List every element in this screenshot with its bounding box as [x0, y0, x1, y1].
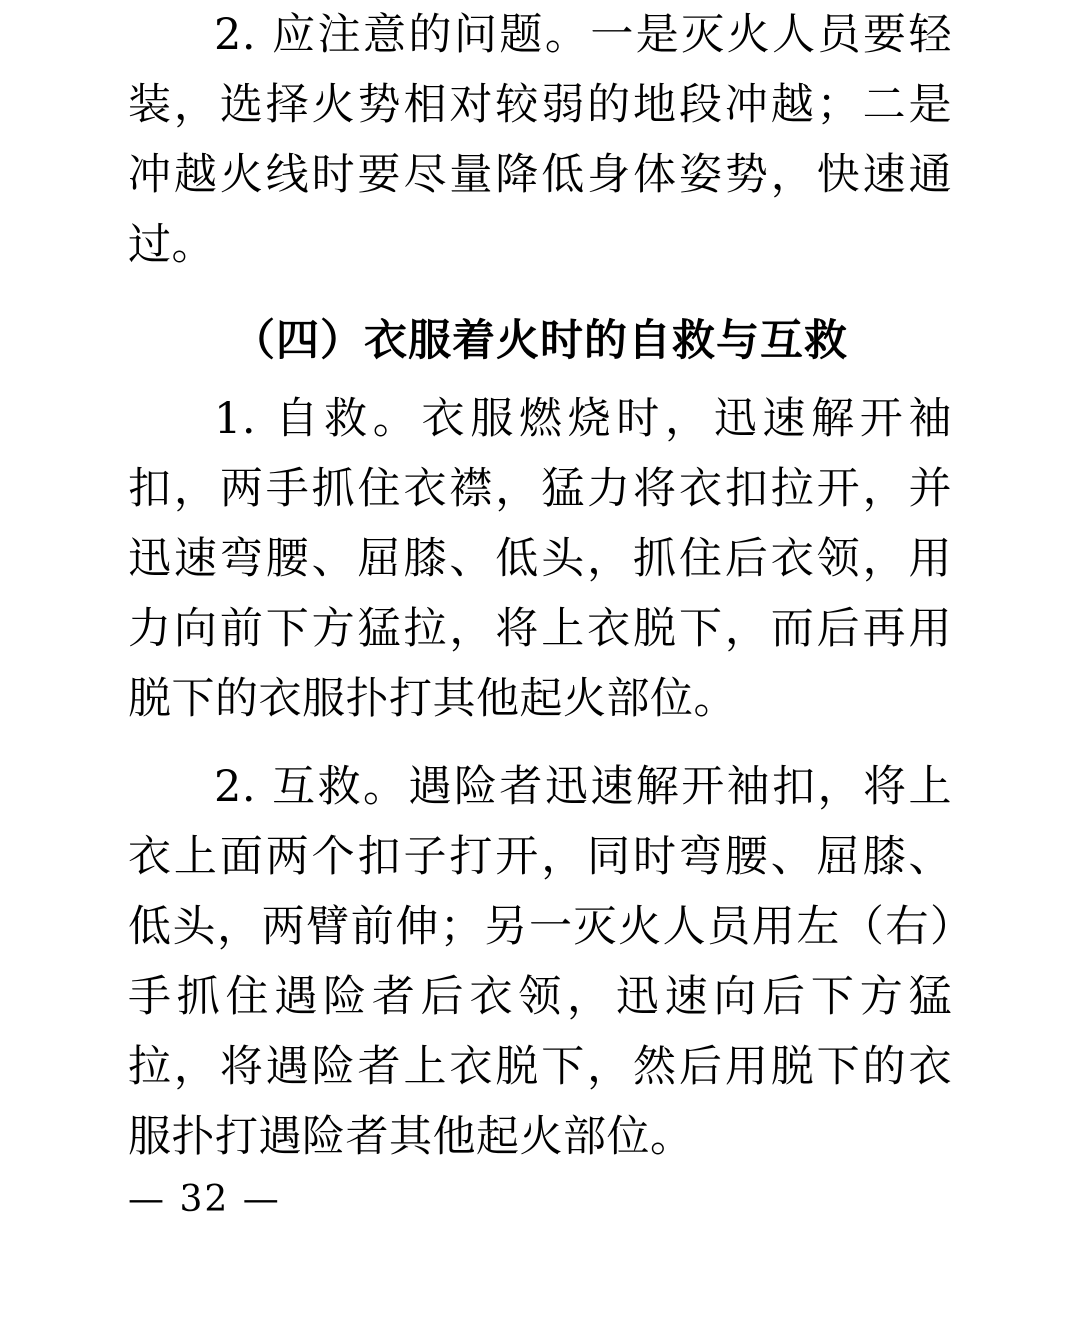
paragraph-spacer [128, 280, 952, 294]
section-heading: （四）衣服着火时的自救与互救 [232, 316, 848, 366]
page-content [128, 0, 952, 1172]
paragraph-self-rescue: 1. 自救。衣服燃烧时，迅速解开袖扣，两手抓住衣襟，猛力将衣扣拉开，并迅速弯腰、屈膝、低头，抓住后衣领，用力向前下方猛拉，将上衣脱下，而后再用脱下的衣服扑打其他起火部位。 [128, 394, 952, 724]
paragraph-mutual-rescue: 2. 互救。遇险者迅速解开袖扣，将上衣上面两个扣子打开，同时弯腰、屈膝、低头，两臂前伸；另一灭火人员用左（右）手抓住遇险者后衣领，迅速向后下方猛拉，将遇险者上衣脱下，然后用脱下的衣服扑打遇险者其他起火部位。 [128, 762, 952, 1162]
paragraph-problem-notes: 2. 应注意的问题。一是灭火人员要轻装，选择火势相对较弱的地段冲越；二是冲越火线时要尽量降低身体姿势，快速通过。 [128, 10, 952, 270]
paragraph-spacer-2 [128, 734, 952, 752]
page-number: — 32 — [128, 1179, 281, 1220]
